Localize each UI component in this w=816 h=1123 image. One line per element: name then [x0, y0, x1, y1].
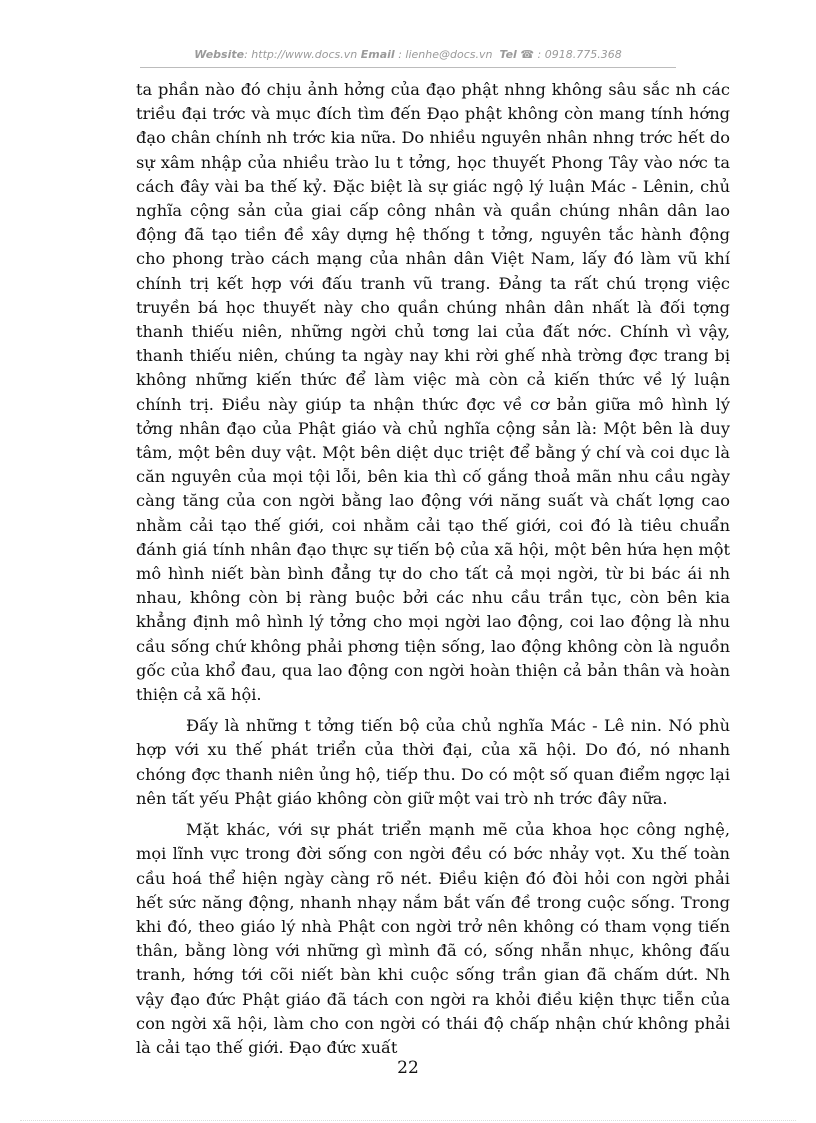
document-body [136, 78, 730, 1060]
website-label: Website [194, 48, 245, 61]
paragraph-3: Mặt khác, với sự phát triển mạnh mẽ của khoa học công nghệ, mọi lĩnh vực trong đời sống con ngời đều có bớc nhảy vọt. Xu thế toàn cầu hoá thể hiện ngày càng rõ nét. Điều kiện đó đòi hỏi con ngời phải hết sức năng động, nhanh nhạy nắm bắt vấn đề trong cuộc sống. Trong khi đó, theo giáo lý nhà Phật con ngời trở nên không có tham vọng tiến thân, bằng lòng với những gì mình đã có, sống nhẫn nhục, không đấu tranh, hớng tới cõi niết bàn khi cuộc sống trần gian đã chấm dứt. Nh vậy đạo đức Phật giáo đã tách con ngời ra khỏi điều kiện thực tiễn của con ngời xã hội, làm cho con ngời có thái độ chấp nhận chứ không phải là cải tạo thế giới. Đạo đức xuất [136, 820, 730, 1057]
page-number: 22 [397, 1058, 419, 1078]
tel-label: Tel [499, 48, 517, 61]
website-url[interactable]: : http://www.docs.vn [244, 48, 358, 61]
tel-value: ☎ : 0918.775.368 [520, 48, 622, 61]
paragraph-1: ta phần nào đó chịu ảnh hởng của đạo phật nhng không sâu sắc nh các triều đại trớc và mục đích tìm đến Đạo phật không còn mang tính hớng đạo chân chính nh trớc kia nữa. Do nhiều nguyên nhân nhng trớc hết do sự xâm nhập của nhiều trào lu t tởng, học thuyết Phong Tây vào nớc ta cách đây vài ba thế kỷ. Đặc biệt là sự giác ngộ lý luận Mác - Lênin, chủ nghĩa cộng sản của giai cấp công nhân và quần chúng nhân dân lao động đã tạo tiền đề xây dựng hệ thống t tởng, nguyên tắc hành động cho phong trào cách mạng của nhân dân Việt Nam, lấy đó làm vũ khí chính trị kết hợp với đấu tranh vũ trang. Đảng ta rất chú trọng việc truyền bá học thuyết này cho quần chúng nhân dân nhất là đối tợng thanh thiếu niên, những ngời chủ tơng lai của đất nớc. Chính vì vậy, thanh thiếu niên, chúng ta ngày nay khi rời ghế nhà trờng đợc trang bị không những kiến thức để làm việc mà còn cả kiến thức về lý luận chính trị. Điều này giúp ta nhận thức đợc về cơ bản giữa mô hình lý tởng nhân đạo của Phật giáo và chủ nghĩa cộng sản là: Một bên là duy tâm, một bên duy vật. Một bên diệt dục triệt để bằng ý chí và coi dục là căn nguyên của mọi tội lỗi, bên kia thì cố gắng thoả mãn nhu cầu ngày càng tăng của con ngời bằng lao động với năng suất và chất lợng cao nhằm cải tạo thế giới, coi nhằm cải tạo thế giới, coi đó là tiêu chuẩn đánh giá tính nhân đạo thực sự tiến bộ của xã hội, một bên hứa hẹn một mô hình niết bàn bình đẳng tự do cho tất cả mọi ngời, từ bi bác ái nh nhau, không còn bị ràng buộc bởi các nhu cầu trần tục, còn bên kia khẳng định mô hình lý tởng cho mọi ngời lao động, coi lao động là nhu cầu sống chứ không phải phơng tiện sống, lao động không còn là nguồn gốc của khổ đau, qua lao động con ngời hoàn thiện cả bản thân và hoàn thiện cả xã hội. [136, 80, 730, 705]
header-rule [140, 67, 676, 68]
email-label: Email [360, 48, 395, 61]
page-header [140, 48, 676, 61]
footer-divider [20, 1120, 796, 1121]
paragraph-2: Đấy là những t tởng tiến bộ của chủ nghĩa Mác - Lê nin. Nó phù hợp với xu thế phát triển của thời đại, của xã hội. Do đó, nó nhanh chóng đợc thanh niên ủng hộ, tiếp thu. Do có một số quan điểm ngợc lại nên tất yếu Phật giáo không còn giữ một vai trò nh trớc đây nữa. [136, 716, 730, 808]
email-value[interactable]: : lienhe@docs.vn [398, 48, 493, 61]
